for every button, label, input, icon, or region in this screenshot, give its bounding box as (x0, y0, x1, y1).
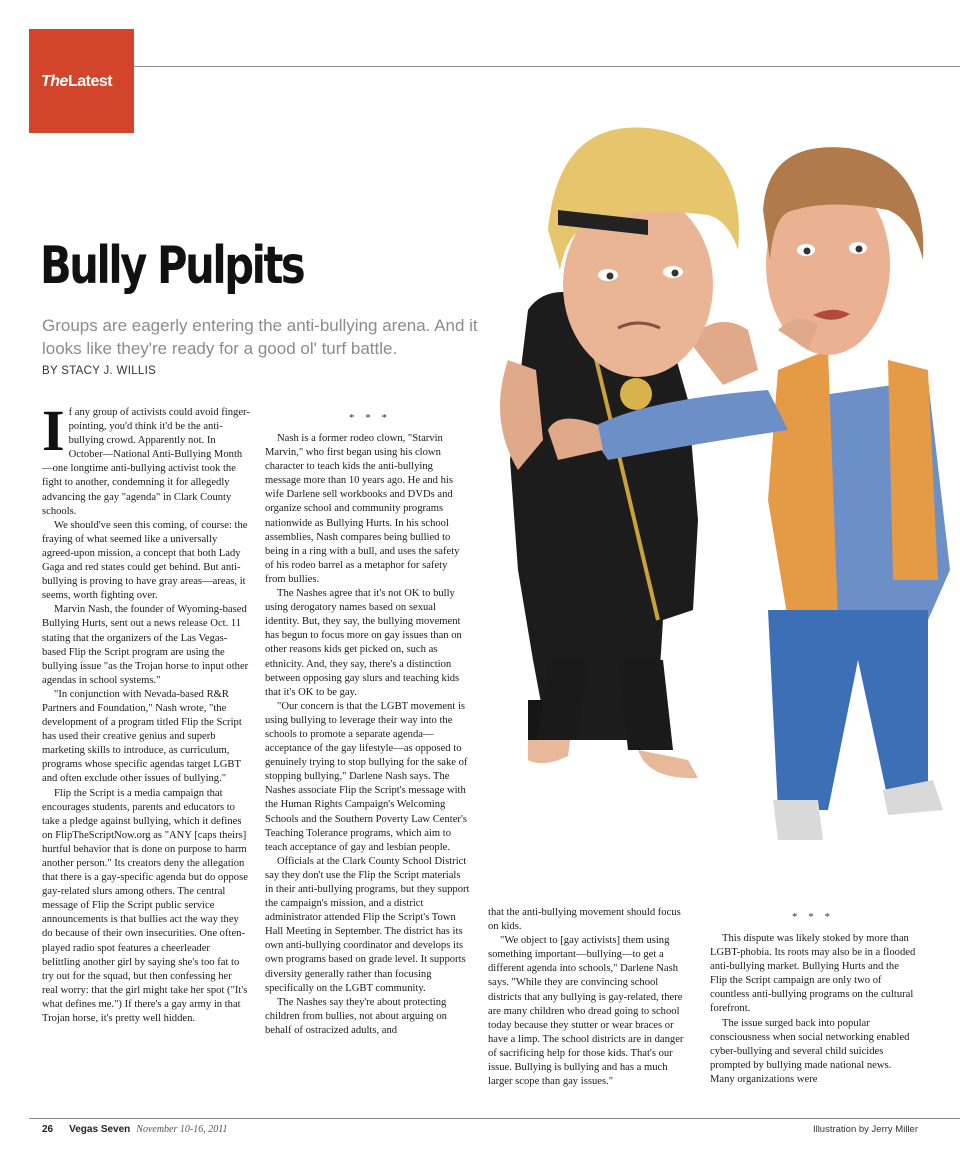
paragraph: that the anti-bullying movement should focus on kids. (488, 907, 681, 933)
section-tag-label (41, 73, 112, 91)
paragraph: "In conjunction with Nevada-based R&R Partners and Foundation," Nash wrote, "the development of a program titled Flip the Script has used their creative genius and superb marketing skills to introduce, as curriculum, programs whose specific agendas target LGBT and often exclude other issues of bullying." (42, 688, 242, 785)
paragraph: Nash is a former rodeo clown, "Starvin Marvin," who first began using his clown character to teach kids the anti-bullying message more than 10 years ago. He and his wife Darlene sell workbooks and DVDs and organize school and community programs nationwide as Bullying Hurts. In his school assemblies, Nash compares being bullied to being in a ring with a bull, and uses the safety of his rodeo barrel as a metaphor for safety from bullies. (265, 433, 460, 585)
dropcap: I (42, 398, 65, 463)
section-tag (29, 29, 134, 133)
paragraph: The Nashes agree that it's not OK to bully using derogatory names based on sexual identity. But, they say, the bullying movement has begun to focus more on gay issues than on other reasons kids get picked on, such as ethnicity. And, they say, there's a distinction between opposing gay slurs and teaching kids that it's OK to be gay. (265, 588, 462, 698)
headline: Bully Pulpits (40, 236, 304, 296)
dek: Groups are eagerly entering the anti-bullying arena. And it looks like they're ready for a good ol' turf battle. (42, 316, 478, 358)
paragraph: "Our concern is that the LGBT movement is using bullying to leverage their way into the schools to promote a separate agenda—acceptance of the gay lifestyle—as opposed to genuinely trying to stop bullying for the sake of stopping bullying," Darlene Nash says. The Nashes associate Flip the Script's message with the Human Rights Campaign's Welcoming Schools and the Southern Poverty Law Center's Teaching Tolerance programs, which aim to teach acceptance of gay and lesbian people. (265, 700, 468, 853)
top-rule (134, 66, 960, 67)
article-column-4 (710, 932, 917, 1087)
article-column-2 (265, 432, 470, 1038)
caricature-illustration (488, 100, 960, 900)
article-column-1 (42, 398, 250, 1026)
paragraph: The issue surged back into popular consciousness when social networking enabled cyber-bullying and several child suicides prompted by bullying made national news. Many organizations were (710, 1017, 910, 1085)
section-tag-the: The (41, 73, 68, 90)
paragraph: Flip the Script is a media campaign that encourages students, parents and educators to take a pledge against bullying, which it defines on FlipTheScriptNow.org as "ANY [caps theirs] hurtful behavior that is done on purpose to harm another person." Its creators deny the allegation that there is a gay-specific agenda but do oppose gay-related slurs among others. The central message of Flip the Script public service announcements is that bullies act the way they do because of their own insecurities. One often-played radio spot features a cheerleader belittling another girl by saying she's too fat to try out for the squad, but then confessing her real worry: that the girl might take her spot ("It's what defines me.") If there's a gay army in that Trojan horse, it's pretty well hidden. (42, 787, 248, 1025)
byline: BY STACY J. WILLIS (42, 365, 157, 377)
magazine-name: Vegas Seven (69, 1124, 131, 1135)
paragraph: This dispute was likely stoked by more than LGBT-phobia. Its roots may also be in a flooded anti-bullying market. Bullying Hurts and the Flip the Script campaign are only two of countless anti-bullying programs on the cultural forefront. (710, 933, 916, 1015)
folio (42, 1124, 227, 1135)
paragraph: We should've seen this coming, of course: the fraying of what seemed like a universally agreed-upon mission, a concept that both Lady Gaga and red states could get behind. But anti-bullying is proving to have gray areas—areas, it seems, worth fighting over. (42, 519, 248, 602)
section-separator: * * * (792, 911, 834, 923)
paragraph: Marvin Nash, the founder of Wyoming-based Bullying Hurts, sent out a news release Oct. 11 stating that the organizers of the Las Vegas-based Flip the Script program are using the bullying issue "as the Trojan horse to input other agendas in school systems." (42, 604, 249, 686)
paragraph: f any group of activists could avoid finger-pointing, you'd think it'd be the anti-bullying crowd. Apparently not. In October—National Anti-Bullying Month—one longtime anti-bullying activist took the fight to another, condemning it for allegedly advancing the gay "agenda" in Clark County schools. (42, 407, 250, 517)
article-column-3 (488, 906, 693, 1089)
page-number: 26 (42, 1124, 54, 1135)
section-tag-latest: Latest (67, 73, 113, 90)
paragraph: The Nashes say they're about protecting children from bullies, not about arguing on behalf of ostracized adults, and (265, 996, 447, 1036)
issue-date: November 10-16, 2011 (136, 1124, 228, 1135)
bottom-rule (29, 1118, 960, 1119)
paragraph: Officials at the Clark County School District say they don't use the Flip the Script materials in their anti-bullying programs, but they support the campaign's mission, and a district administrator attended Flip the Script's Town Hall Meeting in September. The district has its own anti-bullying coordinator and develops its own programs based on grade level. It supports diversity generally rather than focusing specifically on the LGBT community. (265, 855, 470, 994)
illustration-credit: Illustration by Jerry Miller (812, 1124, 918, 1135)
section-separator: * * * (349, 412, 391, 424)
paragraph: "We object to [gay activists] them using something important—bullying—to get a different agenda into schools," Darlene Nash says. "While they are convincing school districts that any bullying is gay-related, there are many children who dread going to school today because they stutter or wear braces or have a limp. The school districts are in danger of sacrificing help for those kids. That's our issue. Bullying is bullying and has a much larger scope than gay issues." (488, 935, 684, 1088)
